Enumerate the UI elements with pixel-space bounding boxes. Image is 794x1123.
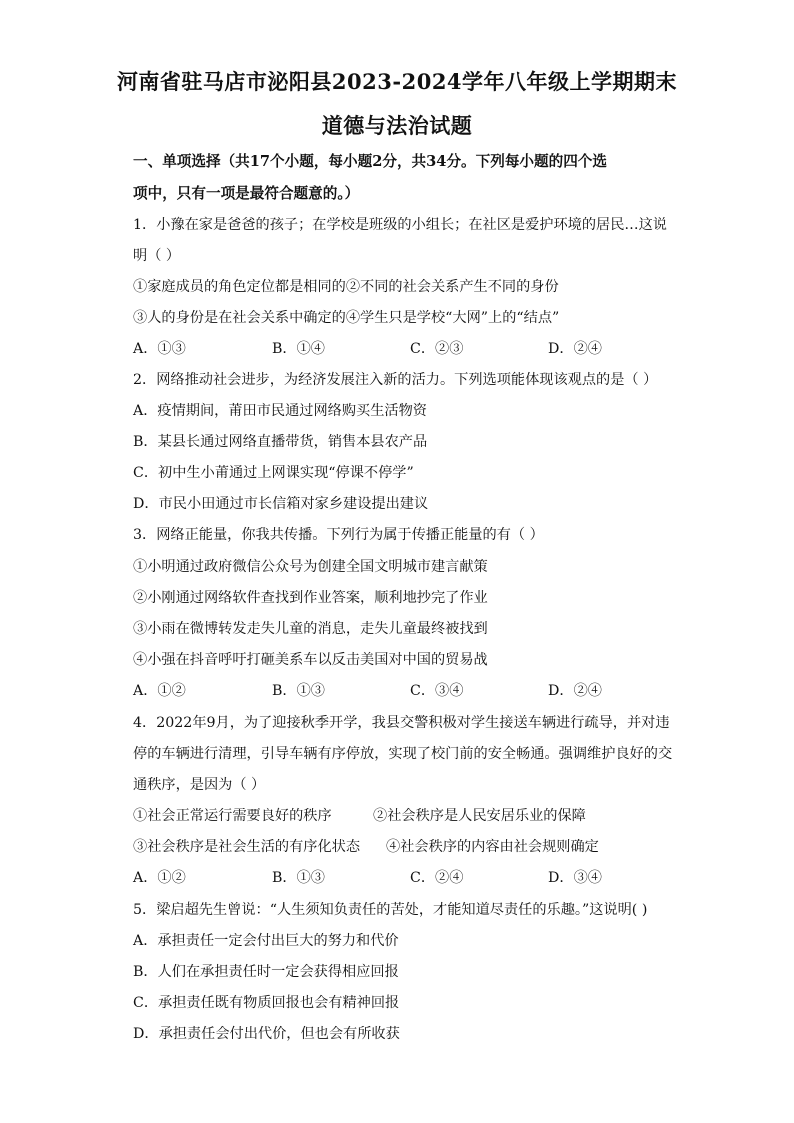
q1-stem-line2: 明（ ） [133,248,181,264]
q5-choice-b: B．人们在承担责任时一定会获得相应回报 [133,964,399,980]
q3-option-b: B．①③ [272,683,325,699]
q2-choice-b: B．某县长通过网络直播带货，销售本县农产品 [133,434,428,450]
q3-option-d: D．②④ [548,683,602,699]
q3-statement: ④小强在抖音呼吁打砸美系车以反击美国对中国的贸易战 [133,652,488,668]
exam-title-line2: 道德与法治试题 [321,113,473,138]
q4-stem-line3: 通秩序，是因为（ ） [133,777,266,793]
exam-title-line1: 河南省驻马店市泌阳县2023-2024学年八年级上学期期末 [116,69,678,94]
q1-option-b: B．①④ [272,341,325,357]
q1-option-a: A．①③ [133,341,186,357]
q4-option-d: D．③④ [548,870,602,886]
q1-statement: ③人的身份是在社会关系中确定的④学生只是学校“大网”上的“结点” [133,310,560,326]
q1-option-c: C．②③ [410,341,464,357]
q5-stem-line1: 5．梁启超先生曾说：“人生须知负责任的苦处，才能知道尽责任的乐趣。”这说明( ) [133,902,648,918]
q2-choice-c: C．初中生小莆通过上网课实现“停课不停学” [133,465,414,481]
q1-statement: ①家庭成员的角色定位都是相同的②不同的社会关系产生不同的身份 [133,279,559,295]
q2-stem-line1: 2．网络推动社会进步，为经济发展注入新的活力。下列选项能体现该观点的是（ ） [133,372,658,388]
q5-choice-c: C．承担责任既有物质回报也会有精神回报 [133,995,400,1011]
q2-choice-a: A．疫情期间，莆田市民通过网络购买生活物资 [133,403,427,419]
q4-statement: ①社会正常运行需要良好的秩序 [133,808,332,824]
q1-stem-line1: 1．小豫在家是爸爸的孩子；在学校是班级的小组长；在社区是爱护环境的居民…这说 [133,217,667,233]
q4-option-a: A．①② [133,870,186,886]
q3-statement: ②小刚通过网络软件查找到作业答案，顺利地抄完了作业 [133,590,488,606]
section-heading-line1: 一、单项选择（共17个小题，每小题2分，共34分。下列每小题的四个选 [133,153,607,170]
q3-statement: ①小明通过政府微信公众号为创建全国文明城市建言献策 [133,559,488,575]
q3-option-c: C．③④ [410,683,464,699]
q2-choice-d: D．市民小田通过市长信箱对家乡建设提出建议 [133,496,429,512]
q1-option-d: D．②④ [548,341,602,357]
q5-choice-d: D．承担责任会付出代价，但也会有所收获 [133,1026,400,1042]
section-heading-line2: 项中，只有一项是最符合题意的。） [133,185,360,202]
q4-stem-line2: 停的车辆进行清理，引导车辆有序停放，实现了校门前的安全畅通。强调维护良好的交 [133,746,673,762]
q4-statement: ④社会秩序的内容由社会规则确定 [386,839,599,855]
q3-option-a: A．①② [133,683,186,699]
q5-choice-a: A．承担责任一定会付出巨大的努力和代价 [133,933,399,949]
q4-statement: ②社会秩序是人民安居乐业的保障 [373,808,586,824]
q4-option-b: B．①③ [272,870,325,886]
q4-option-c: C．②④ [410,870,464,886]
q3-statement: ③小雨在微博转发走失儿童的消息，走失儿童最终被找到 [133,621,488,637]
q4-statement: ③社会秩序是社会生活的有序化状态 [133,839,361,855]
q4-stem-line1: 4．2022年9月，为了迎接秋季开学，我县交警积极对学生接送车辆进行疏导，并对违 [133,715,670,731]
q3-stem-line1: 3．网络正能量，你我共传播。下列行为属于传播正能量的有（ ） [133,527,544,543]
